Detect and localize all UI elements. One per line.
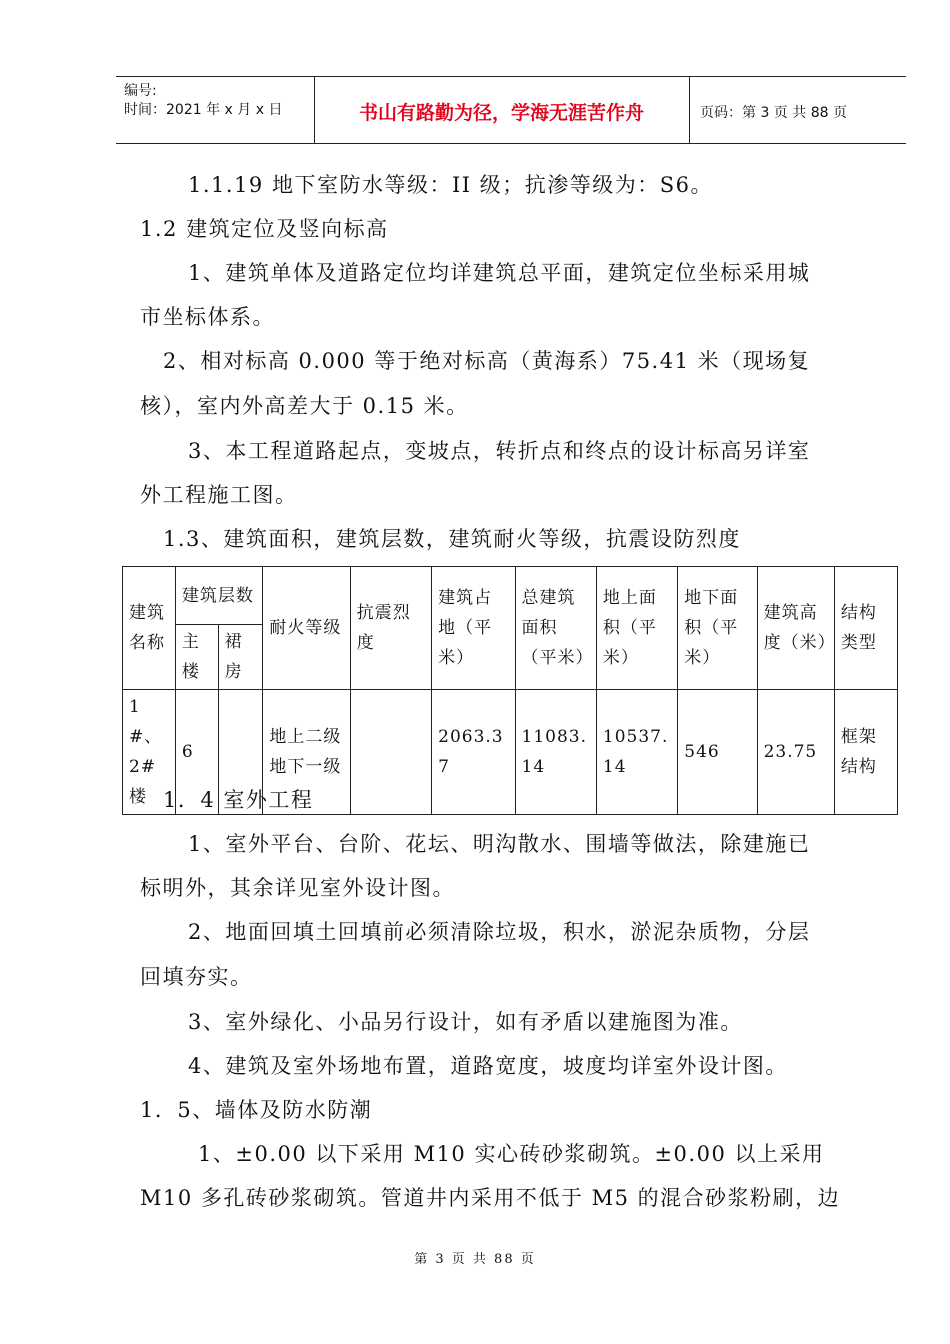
body-line: 标明外，其余详见室外设计图。 bbox=[140, 876, 455, 900]
body-line: 回填夯实。 bbox=[140, 965, 253, 989]
body-line: 2、地面回填土回填前必须清除垃圾，积水，淤泥杂质物，分层 bbox=[188, 920, 811, 944]
cell-footprint: 2063.37 bbox=[432, 690, 515, 815]
body-line: 4、建筑及室外场地布置，道路宽度，坡度均详室外设计图。 bbox=[188, 1054, 788, 1078]
cell-above: 10537.14 bbox=[596, 690, 677, 815]
header-cell-height: 建筑高度（米） bbox=[757, 567, 834, 690]
header-cell-name: 建筑名称 bbox=[123, 567, 176, 690]
cell-structure: 框架结构 bbox=[834, 690, 897, 815]
header-cell-total: 总建筑面积（平米） bbox=[515, 567, 596, 690]
section-heading: 1.2 建筑定位及竖向标高 bbox=[140, 217, 389, 241]
cell-fire: 地上二级地下一级 bbox=[263, 690, 350, 815]
body-line: 1、建筑单体及道路定位均详建筑总平面，建筑定位坐标采用城 bbox=[188, 261, 811, 285]
cell-name: 1#、2#楼 bbox=[123, 690, 176, 815]
body-line: 市坐标体系。 bbox=[140, 305, 275, 329]
body-line: 1.1.19 地下室防水等级：II 级；抗渗等级为：S6。 bbox=[188, 173, 713, 197]
header-cell-structure: 结构类型 bbox=[834, 567, 897, 690]
header-cell-above: 地上面积（平米） bbox=[596, 567, 677, 690]
body-line: 3、室外绿化、小品另行设计，如有矛盾以建施图为准。 bbox=[188, 1010, 743, 1034]
section-heading: 1.3、建筑面积，建筑层数，建筑耐火等级，抗震设防烈度 bbox=[163, 527, 741, 551]
cell-main: 6 bbox=[175, 690, 218, 815]
header-time-label: 时间：2021 年 x 月 x 日 bbox=[124, 102, 283, 118]
body-line: 2、相对标高 0.000 等于绝对标高（黄海系）75.41 米（现场复 bbox=[163, 349, 811, 373]
header-cell-main: 主楼 bbox=[175, 625, 218, 690]
header-cell-below: 地下面积（平米） bbox=[678, 567, 757, 690]
body-line: 核），室内外高差大于 0.15 米。 bbox=[140, 394, 469, 418]
cell-below: 546 bbox=[678, 690, 757, 815]
body-line: M10 多孔砖砂浆砌筑。管道井内采用不低于 M5 的混合砂浆粉刷，边 bbox=[140, 1186, 841, 1210]
body-line: 外工程施工图。 bbox=[140, 483, 298, 507]
cell-seismic bbox=[350, 690, 431, 815]
section-heading: 1．5、墙体及防水防潮 bbox=[140, 1098, 373, 1122]
cell-height: 23.75 bbox=[757, 690, 834, 815]
body-line: 1、±0.00 以下采用 M10 实心砖砂浆砌筑。±0.00 以上采用 bbox=[198, 1142, 825, 1166]
header-divider-right bbox=[689, 77, 690, 143]
header-cell-seismic: 抗震烈度 bbox=[350, 567, 431, 690]
header-motto: 书山有路勤为径，学海无涯苦作舟 bbox=[358, 102, 644, 124]
header-number-label: 编号: bbox=[124, 83, 157, 99]
body-line: 3、本工程道路起点，变坡点，转折点和终点的设计标高另详室 bbox=[188, 439, 811, 463]
header-cell-footprint: 建筑占地（平米） bbox=[432, 567, 515, 690]
page-footer: 第 3 页 共 88 页 bbox=[414, 1252, 536, 1267]
header-cell-floors: 建筑层数 bbox=[175, 567, 262, 625]
building-spec-table bbox=[122, 566, 898, 815]
body-line: 1、室外平台、台阶、花坛、明沟散水、围墙等做法，除建施已 bbox=[188, 832, 811, 856]
header-top-rule bbox=[116, 76, 906, 77]
section-heading: 1．4 室外工程 bbox=[163, 788, 314, 812]
header-cell-podium: 裙房 bbox=[218, 625, 263, 690]
header-bottom-rule bbox=[116, 143, 906, 144]
header-cell-fire: 耐火等级 bbox=[263, 567, 350, 690]
cell-total: 11083.14 bbox=[515, 690, 596, 815]
header-page-label: 页码：第 3 页 共 88 页 bbox=[700, 105, 847, 121]
